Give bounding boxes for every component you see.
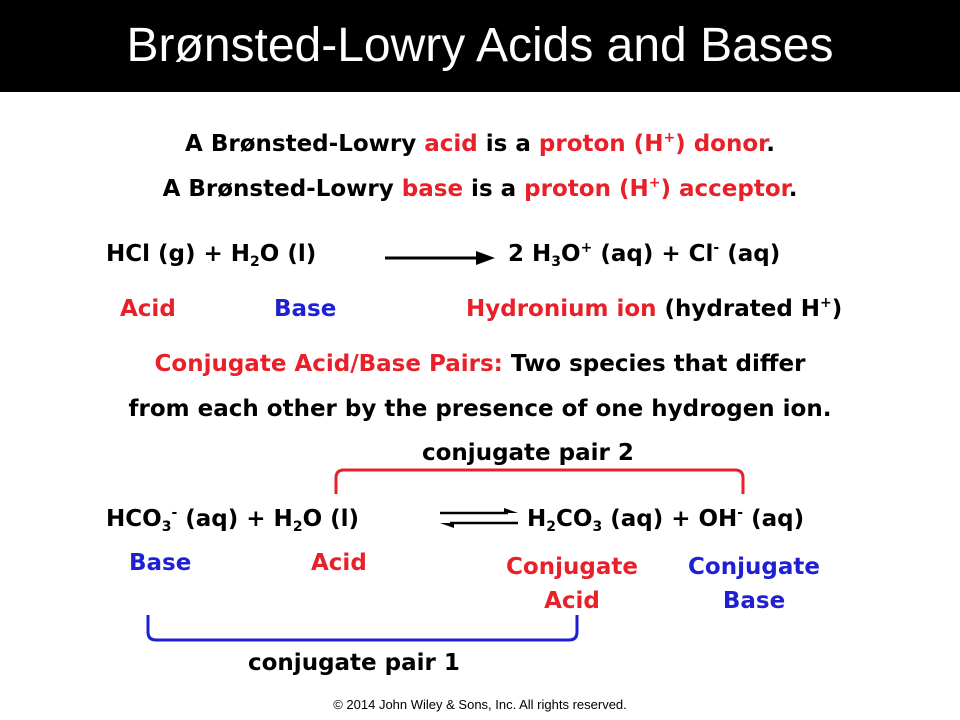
equation1-reactants: HCl $(g) + H_2O$ (l) (106, 241, 317, 270)
copyright-footer: © 2014 John Wiley & Sons, Inc. All rights reserved. (333, 697, 627, 712)
conjugate-pairs-term: Conjugate Acid/Base Pairs: (154, 351, 503, 377)
reaction-arrow (385, 251, 495, 265)
base-term: base (401, 176, 464, 202)
conjugate-acid-label: Conjugate Acid (506, 554, 638, 614)
acid-definition: A Brønsted-Lowry acid is a proton (H+) donor. (185, 130, 775, 157)
equation1-products: 2 $H_3O^+$ (aq) + Cl- (aq) (508, 240, 781, 270)
conjugate-pair-1-label: conjugate pair 1 (248, 650, 460, 676)
conjugate-pair-2-label: conjugate pair 2 (422, 440, 634, 466)
base-definition: A Brønsted-Lowry base is a proton (H+) acceptor. (162, 175, 798, 202)
proton-donor: proton (H+) donor (538, 130, 767, 157)
conjugate-pair-1-bracket (148, 615, 577, 640)
conjugate-definition-line1: Conjugate Acid/Base Pairs: Two species that differ (154, 351, 806, 377)
hco3-base-label: Base (129, 550, 192, 576)
equilibrium-arrows (440, 508, 518, 528)
acid-label: Acid (120, 296, 176, 322)
conjugate-definition-line2: from each other by the presence of one hydrogen ion. (128, 396, 832, 422)
equation2-reactants: $HCO_3^-$ $(aq) + H_2O$ (l) (106, 505, 360, 535)
acid-term: acid (424, 131, 478, 157)
hydronium-label: Hydronium ion (hydrated H+) (466, 295, 843, 322)
conjugate-pair-2-bracket (336, 470, 743, 494)
equation2-products: $H_2CO_3$ (aq) + OH- (aq) (527, 505, 805, 535)
base-label: Base (274, 296, 337, 322)
conjugate-base-label: Conjugate Base (688, 554, 820, 614)
water-acid-label: Acid (311, 550, 367, 576)
proton-acceptor: proton (H+) acceptor (524, 175, 789, 202)
slide-title: Brønsted-Lowry Acids and Bases (126, 19, 834, 72)
